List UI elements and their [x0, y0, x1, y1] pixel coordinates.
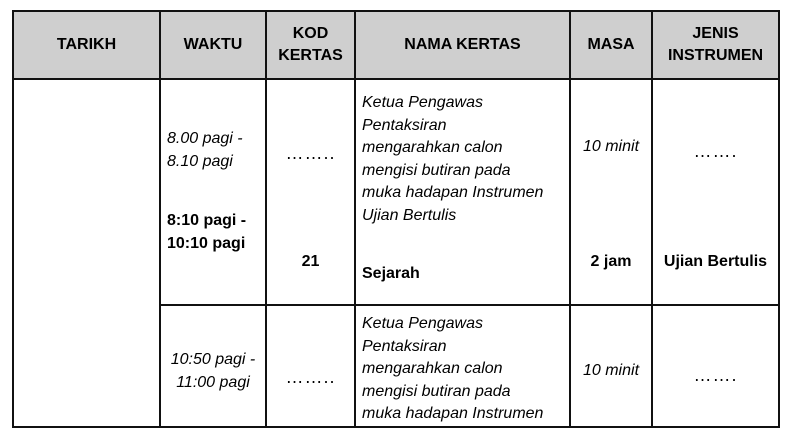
header-tarikh-label: TARIKH: [56, 36, 117, 53]
nama-line: muka hadapan Instrumen: [362, 405, 544, 422]
nama-line: mengarahkan calon: [362, 139, 503, 156]
jenis-instrumen-cell: [652, 305, 779, 427]
waktu-start: 8.00 pagi -: [167, 130, 243, 147]
header-kod-label: KOD: [292, 25, 329, 42]
jenis-row2: Ujian Bertulis: [663, 252, 768, 270]
header-tarikh: [13, 11, 160, 79]
nama-line: mengisi butiran pada: [362, 161, 511, 179]
nama-line: Ujian Bertulis: [362, 206, 457, 224]
waktu-cell: [160, 79, 266, 305]
nama-kertas-cell: [355, 305, 570, 427]
nama-line: muka hadapan Instrumen: [362, 184, 544, 201]
nama-line: mengisi butiran pada: [362, 382, 511, 400]
header-masa: [570, 11, 652, 79]
header-nama-kertas-label: NAMA KERTAS: [404, 36, 521, 53]
nama-kertas-row1: [356, 92, 569, 227]
header-jenis-instrumen: [652, 11, 779, 79]
header-jenis-label: JENIS: [692, 25, 739, 42]
waktu-row1: [161, 128, 265, 173]
kod-kertas-row2: 21: [301, 252, 320, 270]
header-masa-label: MASA: [587, 36, 635, 53]
waktu-end: 8.10 pagi: [167, 152, 233, 170]
masa-row3: 10 minit: [582, 362, 640, 379]
waktu-end: 11:00 pagi: [176, 373, 250, 391]
header-nama-kertas: [355, 11, 570, 79]
jenis-instrumen-cell: [652, 79, 779, 305]
waktu-end: 10:10 pagi: [167, 234, 246, 252]
header-waktu-label: WAKTU: [183, 36, 243, 53]
header-kod-kertas: [266, 11, 355, 79]
masa-cell: [570, 79, 652, 305]
waktu-start: 10:50 pagi -: [170, 351, 256, 368]
table-row: [13, 79, 779, 305]
header-kertas-label: KERTAS: [278, 47, 343, 64]
kod-kertas-cell: [266, 79, 355, 305]
kod-kertas-cell: [266, 305, 355, 427]
jenis-row3: …….: [693, 365, 738, 385]
waktu-cell: [160, 305, 266, 427]
nama-kertas-row2: Sejarah: [362, 265, 420, 282]
header-row: [13, 11, 779, 79]
nama-line: Pentaksiran: [362, 337, 447, 355]
header-instrumen-label: INSTRUMEN: [667, 47, 764, 64]
nama-kertas-cell: [355, 79, 570, 305]
waktu-start: 8:10 pagi -: [167, 212, 247, 229]
header-waktu: [160, 11, 266, 79]
nama-line: Ketua Pengawas: [362, 94, 483, 111]
masa-cell: [570, 305, 652, 427]
nama-line: Ketua Pengawas: [362, 315, 483, 332]
kod-kertas-row3: ……..: [285, 367, 336, 387]
exam-schedule-table: [12, 10, 780, 428]
masa-row1: 10 minit: [582, 138, 640, 155]
masa-row2: 2 jam: [590, 252, 632, 270]
jenis-row1: …….: [693, 141, 738, 161]
nama-line: Pentaksiran: [362, 116, 447, 134]
tarikh-cell: [13, 79, 160, 427]
kod-kertas-row1: ……..: [285, 143, 336, 163]
waktu-row2: [161, 210, 265, 255]
nama-line: mengarahkan calon: [362, 360, 503, 377]
